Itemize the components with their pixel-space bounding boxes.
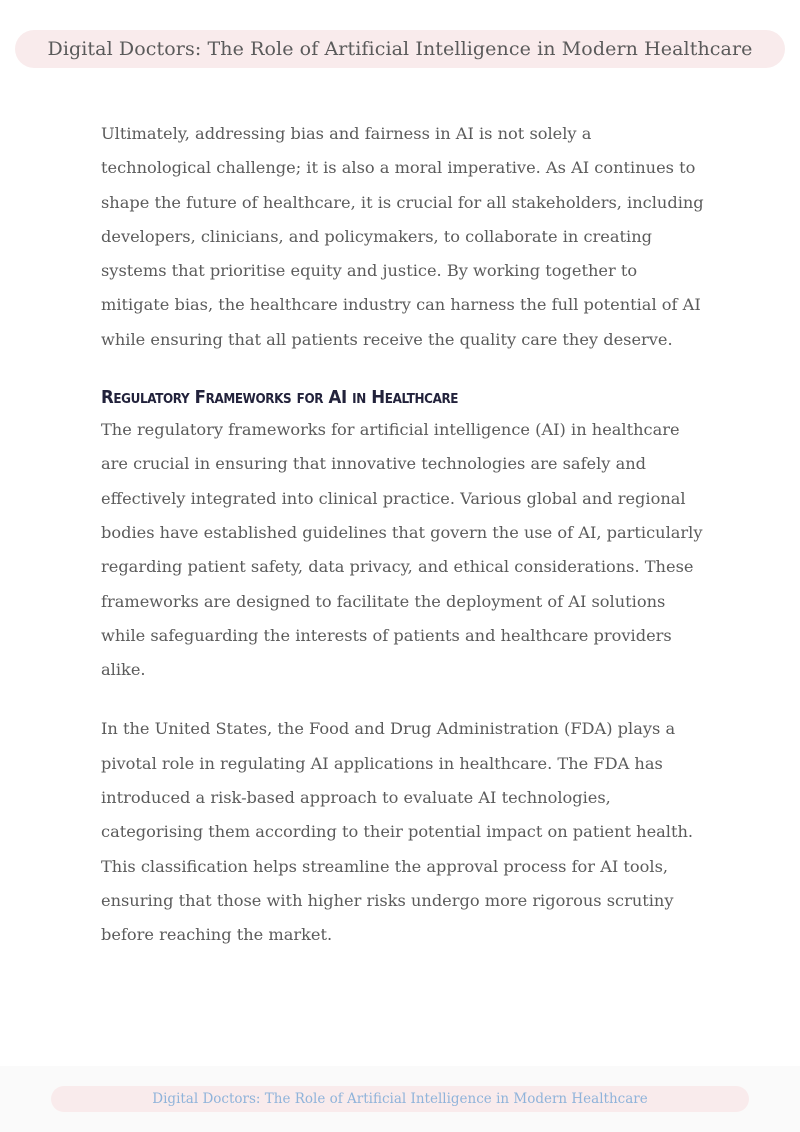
body-paragraph-3: In the United States, the Food and Drug Administration (FDA) plays a pivotal role in regulating AI applications in healthcare. The FDA has introduced a risk-based approach to evaluate AI technologies, categorising them according to their potential impact on patient health. This classification helps streamline the approval process for AI tools, ensuring that those with higher risks undergo more rigorous scrutiny before reaching the market. bbox=[101, 719, 694, 945]
page-footer-banner bbox=[51, 1086, 749, 1112]
body-paragraph-1: Ultimately, addressing bias and fairness in AI is not solely a technological challenge; it is also a moral imperative. As AI continues to shape the future of healthcare, it is crucial for all stakeholders, including developers, clinicians, and policymakers, to collaborate in creating systems that prioritise equity and justice. By working together to mitigate bias, the healthcare industry can harness the full potential of AI while ensuring that all patients receive the quality care they deserve. bbox=[101, 124, 704, 349]
page-header-banner bbox=[15, 30, 785, 68]
header-title: Digital Doctors: The Role of Artificial Intelligence in Modern Healthcare bbox=[47, 38, 753, 60]
body-paragraph-2: The regulatory frameworks for artificial intelligence (AI) in healthcare are crucial in ensuring that innovative technologies are safely and effectively integrated into clinical practice. Various global and regional bodies have established guidelines that govern the use of AI, particularly regarding patient safety, data privacy, and ethical considerations. These frameworks are designed to facilitate the deployment of AI solutions while safeguarding the interests of patients and healthcare providers alike. bbox=[101, 420, 703, 680]
document-body bbox=[101, 117, 706, 953]
footer-title: Digital Doctors: The Role of Artificial Intelligence in Modern Healthcare bbox=[152, 1091, 648, 1107]
section-heading: Regulatory Frameworks for AI in Healthcare bbox=[101, 387, 459, 409]
